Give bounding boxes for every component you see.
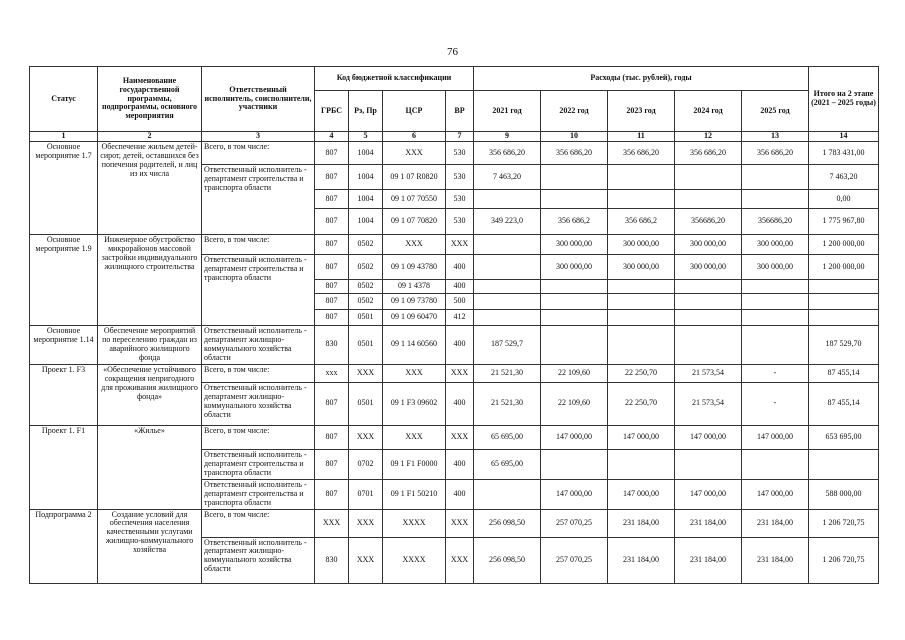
status-cell: Подпрограмма 2 [30, 509, 98, 583]
cell-2025: 356686,20 [742, 209, 809, 235]
cell-2024 [675, 310, 742, 326]
header-budget-code: Код бюджетной классификации [315, 67, 474, 91]
cell-grbs: 807 [315, 235, 349, 255]
cell-csr: XXX [383, 235, 446, 255]
page-number: 76 [447, 46, 458, 58]
cell-rzpr: 1004 [349, 142, 383, 165]
cell-2025: 300 000,00 [742, 255, 809, 280]
cell-2021: 256 098,50 [474, 537, 541, 583]
cell-csr: XXXX [383, 509, 446, 537]
col-number: 1 [30, 132, 98, 142]
cell-csr: 09 1 09 73780 [383, 294, 446, 310]
cell-vr: XXX [446, 425, 474, 449]
cell-2024: 21 573,54 [675, 382, 742, 425]
cell-2025: 231 184,00 [742, 537, 809, 583]
cell-2022: 147 000,00 [541, 425, 608, 449]
cell-2024: 300 000,00 [675, 255, 742, 280]
col-number: 14 [809, 132, 879, 142]
responsible-cell: Всего, в том числе: [202, 364, 315, 382]
cell-2021 [474, 310, 541, 326]
cell-2022 [541, 310, 608, 326]
cell-2025 [742, 165, 809, 190]
cell-2023: 147 000,00 [608, 425, 675, 449]
header-csr: ЦСР [383, 91, 446, 132]
cell-rzpr: 1004 [349, 209, 383, 235]
cell-2023: 300 000,00 [608, 235, 675, 255]
cell-csr: 09 1 F1 F0000 [383, 449, 446, 479]
cell-2024 [675, 294, 742, 310]
cell-2023 [608, 294, 675, 310]
cell-2022: 22 109,60 [541, 382, 608, 425]
cell-2021 [474, 280, 541, 294]
col-number: 10 [541, 132, 608, 142]
cell-2021 [474, 190, 541, 209]
cell-2025: 147 000,00 [742, 425, 809, 449]
cell-total: 1 206 720,75 [809, 537, 879, 583]
header-2024: 2024 год [675, 91, 742, 132]
header-expenses: Расходы (тыс. рублей), годы [474, 67, 809, 91]
cell-2023: 231 184,00 [608, 537, 675, 583]
cell-2025: - [742, 364, 809, 382]
cell-csr: XXX [383, 425, 446, 449]
col-number: 6 [383, 132, 446, 142]
cell-2023: 147 000,00 [608, 479, 675, 509]
cell-rzpr: 0502 [349, 294, 383, 310]
cell-vr: 400 [446, 255, 474, 280]
cell-2023 [608, 280, 675, 294]
program-name-cell: Инженерное обустройство микрорайонов массовой застройки индивидуального жилищного строительства [98, 235, 202, 326]
header-2023: 2023 год [608, 91, 675, 132]
cell-total: 653 695,00 [809, 425, 879, 449]
cell-2022: 356 686,20 [541, 142, 608, 165]
cell-rzpr: 0502 [349, 280, 383, 294]
cell-2024: 356686,20 [675, 209, 742, 235]
cell-2024: 231 184,00 [675, 509, 742, 537]
cell-vr: XXX [446, 509, 474, 537]
cell-2023: 22 250,70 [608, 382, 675, 425]
cell-2021: 356 686,20 [474, 142, 541, 165]
cell-rzpr: 1004 [349, 190, 383, 209]
cell-2023 [608, 165, 675, 190]
cell-vr: XXX [446, 364, 474, 382]
program-name-cell: «Жилье» [98, 425, 202, 509]
table-row [30, 142, 879, 165]
cell-2021: 187 529,7 [474, 326, 541, 365]
status-cell: Основное мероприятие 1.9 [30, 235, 98, 326]
cell-2025 [742, 190, 809, 209]
header-name: Наименование государственной программы, подпрограммы, основного мероприятия [98, 67, 202, 132]
cell-vr: 400 [446, 382, 474, 425]
cell-grbs: 807 [315, 479, 349, 509]
cell-2024: 300 000,00 [675, 235, 742, 255]
cell-vr: 400 [446, 280, 474, 294]
responsible-cell: Всего, в том числе: [202, 425, 315, 449]
table-row [30, 364, 879, 382]
cell-2025: 231 184,00 [742, 509, 809, 537]
responsible-cell: Ответственный исполнитель - департамент жилищно-коммунального хозяйства области [202, 326, 315, 365]
cell-vr: 400 [446, 449, 474, 479]
cell-2024 [675, 280, 742, 294]
col-number: 12 [675, 132, 742, 142]
cell-2021: 65 695,00 [474, 425, 541, 449]
col-number: 3 [202, 132, 315, 142]
cell-rzpr: 0502 [349, 255, 383, 280]
cell-2024 [675, 165, 742, 190]
cell-2022: 257 070,25 [541, 537, 608, 583]
cell-2021 [474, 255, 541, 280]
cell-total: 1 200 000,00 [809, 235, 879, 255]
cell-vr: 500 [446, 294, 474, 310]
cell-2025 [742, 449, 809, 479]
cell-total: 87 455,14 [809, 382, 879, 425]
cell-csr: 09 1 09 60470 [383, 310, 446, 326]
responsible-cell: Ответственный исполнитель - департамент жилищно-коммунального хозяйства области [202, 537, 315, 583]
cell-rzpr: 0501 [349, 326, 383, 365]
status-cell: Проект 1. F1 [30, 425, 98, 509]
header-responsible: Ответственный исполнитель, соисполнители, участники [202, 67, 315, 132]
cell-rzpr: 0702 [349, 449, 383, 479]
cell-csr: XXX [383, 364, 446, 382]
cell-csr: 09 1 07 70820 [383, 209, 446, 235]
cell-grbs: 807 [315, 310, 349, 326]
cell-2022: 22 109,60 [541, 364, 608, 382]
header-total: Итого на 2 этапе (2021 – 2025 годы) [809, 67, 879, 132]
cell-csr: 09 1 F1 50210 [383, 479, 446, 509]
cell-csr: 09 1 14 60560 [383, 326, 446, 365]
header-2022: 2022 год [541, 91, 608, 132]
cell-csr: XXXX [383, 537, 446, 583]
status-cell: Основное мероприятие 1.7 [30, 142, 98, 235]
responsible-cell: Ответственный исполнитель - департамент строительства и транспорта области [202, 255, 315, 326]
cell-csr: 09 1 F3 09602 [383, 382, 446, 425]
cell-2023 [608, 326, 675, 365]
responsible-cell: Ответственный исполнитель - департамент строительства и транспорта области [202, 165, 315, 235]
cell-total [809, 310, 879, 326]
cell-grbs: 807 [315, 425, 349, 449]
cell-total: 1 206 720,75 [809, 509, 879, 537]
budget-table [29, 66, 879, 584]
cell-2023 [608, 449, 675, 479]
cell-vr: 530 [446, 142, 474, 165]
table-body [30, 142, 879, 584]
cell-2023: 22 250,70 [608, 364, 675, 382]
column-numbers-row [30, 132, 879, 142]
cell-2021 [474, 479, 541, 509]
cell-grbs: 807 [315, 294, 349, 310]
cell-vr: 530 [446, 165, 474, 190]
cell-2021: 7 463,20 [474, 165, 541, 190]
col-number: 13 [742, 132, 809, 142]
cell-2025 [742, 310, 809, 326]
cell-csr: 09 1 4378 [383, 280, 446, 294]
responsible-cell: Ответственный исполнитель - департамент строительства и транспорта области [202, 449, 315, 479]
responsible-cell: Ответственный исполнитель - департамент строительства и транспорта области [202, 479, 315, 509]
cell-2021 [474, 235, 541, 255]
cell-2024: 231 184,00 [675, 537, 742, 583]
cell-rzpr: XXX [349, 425, 383, 449]
cell-2024 [675, 190, 742, 209]
cell-2021: 256 098,50 [474, 509, 541, 537]
cell-rzpr: 0502 [349, 235, 383, 255]
cell-total [809, 294, 879, 310]
cell-2021: 349 223,0 [474, 209, 541, 235]
cell-total: 1 783 431,00 [809, 142, 879, 165]
cell-2022: 300 000,00 [541, 235, 608, 255]
cell-grbs: 807 [315, 165, 349, 190]
header-vr: ВР [446, 91, 474, 132]
cell-2022 [541, 294, 608, 310]
cell-2021: 21 521,30 [474, 364, 541, 382]
cell-grbs: 807 [315, 255, 349, 280]
cell-2025: 147 000,00 [742, 479, 809, 509]
cell-2024: 147 000,00 [675, 479, 742, 509]
cell-2024: 356 686,20 [675, 142, 742, 165]
cell-2022: 356 686,2 [541, 209, 608, 235]
cell-2021: 21 521,30 [474, 382, 541, 425]
cell-2025 [742, 326, 809, 365]
cell-2025: 356 686,20 [742, 142, 809, 165]
cell-vr: 400 [446, 326, 474, 365]
responsible-cell: Всего, в том числе: [202, 142, 315, 165]
header-grbs: ГРБС [315, 91, 349, 132]
cell-2022 [541, 165, 608, 190]
cell-2022 [541, 326, 608, 365]
col-number: 9 [474, 132, 541, 142]
cell-total: 187 529,70 [809, 326, 879, 365]
responsible-cell: Всего, в том числе: [202, 509, 315, 537]
cell-total: 0,00 [809, 190, 879, 209]
status-cell: Проект 1. F3 [30, 364, 98, 425]
cell-total: 87 455,14 [809, 364, 879, 382]
cell-2025 [742, 294, 809, 310]
cell-grbs: 830 [315, 537, 349, 583]
cell-rzpr: 0701 [349, 479, 383, 509]
cell-total [809, 280, 879, 294]
status-cell: Основное мероприятие 1.14 [30, 326, 98, 365]
cell-total: 1 200 000,00 [809, 255, 879, 280]
cell-grbs: xxx [315, 364, 349, 382]
cell-2021 [474, 294, 541, 310]
cell-2024 [675, 326, 742, 365]
header-status: Статус [30, 67, 98, 132]
cell-grbs: 807 [315, 449, 349, 479]
program-name-cell: «Обеспечение устойчивого сокращения непригодного для проживания жилищного фонда» [98, 364, 202, 425]
cell-2023 [608, 310, 675, 326]
table-row [30, 235, 879, 255]
cell-vr: 530 [446, 190, 474, 209]
cell-vr: XXX [446, 537, 474, 583]
cell-vr: XXX [446, 235, 474, 255]
cell-2023: 300 000,00 [608, 255, 675, 280]
cell-2022 [541, 280, 608, 294]
cell-grbs: 807 [315, 280, 349, 294]
cell-2022: 300 000,00 [541, 255, 608, 280]
col-number: 4 [315, 132, 349, 142]
cell-total: 1 775 967,80 [809, 209, 879, 235]
cell-2022 [541, 449, 608, 479]
cell-grbs: XXX [315, 509, 349, 537]
responsible-cell: Всего, в том числе: [202, 235, 315, 255]
cell-rzpr: XXX [349, 537, 383, 583]
cell-2024 [675, 449, 742, 479]
cell-vr: 412 [446, 310, 474, 326]
cell-grbs: 807 [315, 190, 349, 209]
cell-rzpr: 1004 [349, 165, 383, 190]
col-number: 7 [446, 132, 474, 142]
cell-2023 [608, 190, 675, 209]
cell-total: 7 463,20 [809, 165, 879, 190]
table-row [30, 509, 879, 537]
cell-2023: 231 184,00 [608, 509, 675, 537]
cell-2025 [742, 280, 809, 294]
cell-total: 588 000,00 [809, 479, 879, 509]
header-2025: 2025 год [742, 91, 809, 132]
cell-2022 [541, 190, 608, 209]
cell-csr: 09 1 07 R0820 [383, 165, 446, 190]
cell-2025: 300 000,00 [742, 235, 809, 255]
cell-grbs: 807 [315, 142, 349, 165]
program-name-cell: Обеспечение мероприятий по переселению граждан из аварийного жилищного фонда [98, 326, 202, 365]
responsible-cell: Ответственный исполнитель - департамент жилищно-коммунального хозяйства области [202, 382, 315, 425]
cell-rzpr: XXX [349, 364, 383, 382]
header-rzpr: Рз, Пр [349, 91, 383, 132]
cell-2023: 356 686,20 [608, 142, 675, 165]
cell-grbs: 807 [315, 382, 349, 425]
cell-grbs: 807 [315, 209, 349, 235]
cell-grbs: 830 [315, 326, 349, 365]
program-name-cell: Обеспечение жильем детей-сирот, детей, оставшихся без попечения родителей, и лиц из их числа [98, 142, 202, 235]
cell-rzpr: 0501 [349, 310, 383, 326]
table-row [30, 326, 879, 365]
cell-csr: 09 1 09 43780 [383, 255, 446, 280]
cell-csr: XXX [383, 142, 446, 165]
cell-2024: 147 000,00 [675, 425, 742, 449]
cell-rzpr: 0501 [349, 382, 383, 425]
cell-total [809, 449, 879, 479]
cell-rzpr: XXX [349, 509, 383, 537]
col-number: 2 [98, 132, 202, 142]
cell-2023: 356 686,2 [608, 209, 675, 235]
cell-vr: 530 [446, 209, 474, 235]
cell-vr: 400 [446, 479, 474, 509]
program-name-cell: Создание условий для обеспечения населения качественными услугами жилищно-коммунального хозяйства [98, 509, 202, 583]
cell-2021: 65 695,00 [474, 449, 541, 479]
col-number: 11 [608, 132, 675, 142]
cell-2022: 257 070,25 [541, 509, 608, 537]
col-number: 5 [349, 132, 383, 142]
cell-csr: 09 1 07 70550 [383, 190, 446, 209]
cell-2022: 147 000,00 [541, 479, 608, 509]
cell-2024: 21 573,54 [675, 364, 742, 382]
header-2021: 2021 год [474, 91, 541, 132]
table-row [30, 425, 879, 449]
cell-2025: - [742, 382, 809, 425]
